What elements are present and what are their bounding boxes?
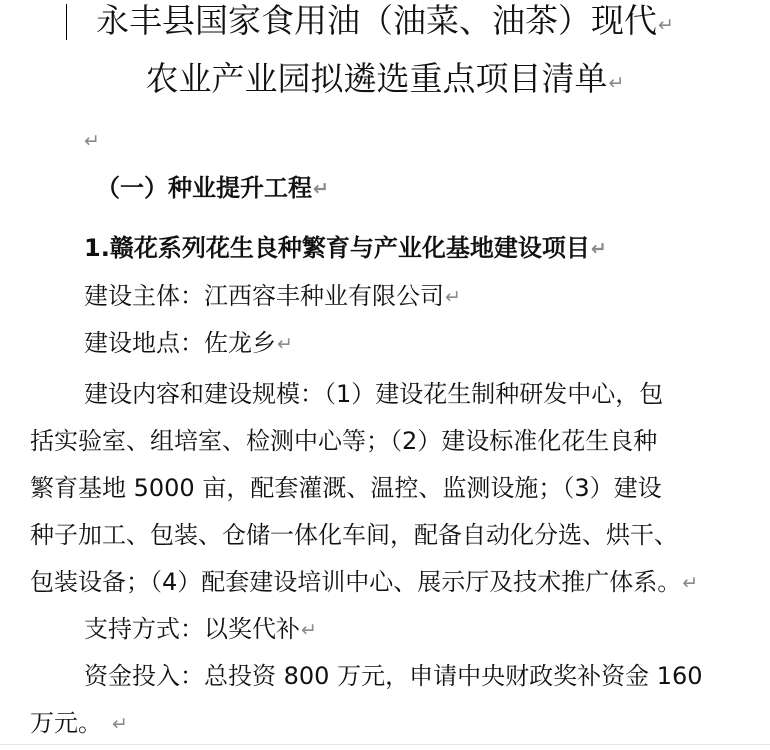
project-heading bbox=[84, 233, 607, 264]
content-line: 括实验室、组培室、检测中心等；（2）建设标准化花生良种 bbox=[30, 427, 658, 455]
page-bottom-edge bbox=[0, 744, 770, 745]
support-line bbox=[30, 606, 730, 653]
paragraph-mark-icon: ↵ bbox=[445, 286, 461, 308]
section-heading bbox=[96, 173, 329, 204]
project-location bbox=[84, 328, 293, 359]
paragraph-mark-icon: ↵ bbox=[112, 713, 128, 735]
content-line: 繁育基地 5000 亩，配套灌溉、温控、监测设施；（3）建设 bbox=[30, 474, 662, 502]
content-line: 建设内容和建设规模：（1）建设花生制种研发中心，包 bbox=[84, 380, 664, 408]
funding-line-last bbox=[30, 700, 730, 747]
project-entity-text: 建设主体：江西容丰种业有限公司 bbox=[84, 282, 444, 310]
content-line-last bbox=[30, 559, 730, 606]
paragraph-mark-icon: ↵ bbox=[658, 14, 674, 36]
project-location-text: 建设地点：佐龙乡 bbox=[84, 329, 276, 357]
paragraph-mark-icon: ↵ bbox=[313, 178, 329, 200]
title-text-2: 农业产业园拟遴选重点项目清单 bbox=[145, 59, 608, 98]
project-heading-text: 1.赣花系列花生良种繁育与产业化基地建设项目 bbox=[84, 234, 590, 262]
paragraph-mark-icon: ↵ bbox=[277, 333, 293, 355]
paragraph-mark-icon: ↵ bbox=[608, 72, 625, 94]
paragraph-mark-icon: ↵ bbox=[301, 619, 317, 641]
content-line-text: 包装设备；（4）配套建设培训中心、展示厅及技术推广体系。 bbox=[30, 568, 682, 596]
project-support-text: 支持方式：以奖代补 bbox=[84, 615, 300, 643]
document-title-line-1 bbox=[0, 0, 770, 46]
content-line: 种子加工、包装、仓储一体化车间，配备自动化分选、烘干、 bbox=[30, 521, 678, 549]
empty-paragraph-mark-icon: ↵ bbox=[84, 130, 100, 152]
funding-line: 资金投入：总投资 800 万元，申请中央财政奖补资金 160 bbox=[84, 662, 703, 690]
paragraph-mark-icon: ↵ bbox=[682, 572, 699, 594]
section-heading-text: （一）种业提升工程 bbox=[96, 174, 312, 202]
project-entity bbox=[84, 281, 461, 312]
paragraph-mark-icon: ↵ bbox=[590, 238, 607, 260]
document-title-line-2 bbox=[0, 58, 770, 104]
funding-text: 万元。 bbox=[30, 709, 102, 737]
title-text-1: 永丰县国家食用油（油菜、油茶）现代 bbox=[96, 1, 658, 40]
project-content-paragraph bbox=[30, 371, 730, 747]
